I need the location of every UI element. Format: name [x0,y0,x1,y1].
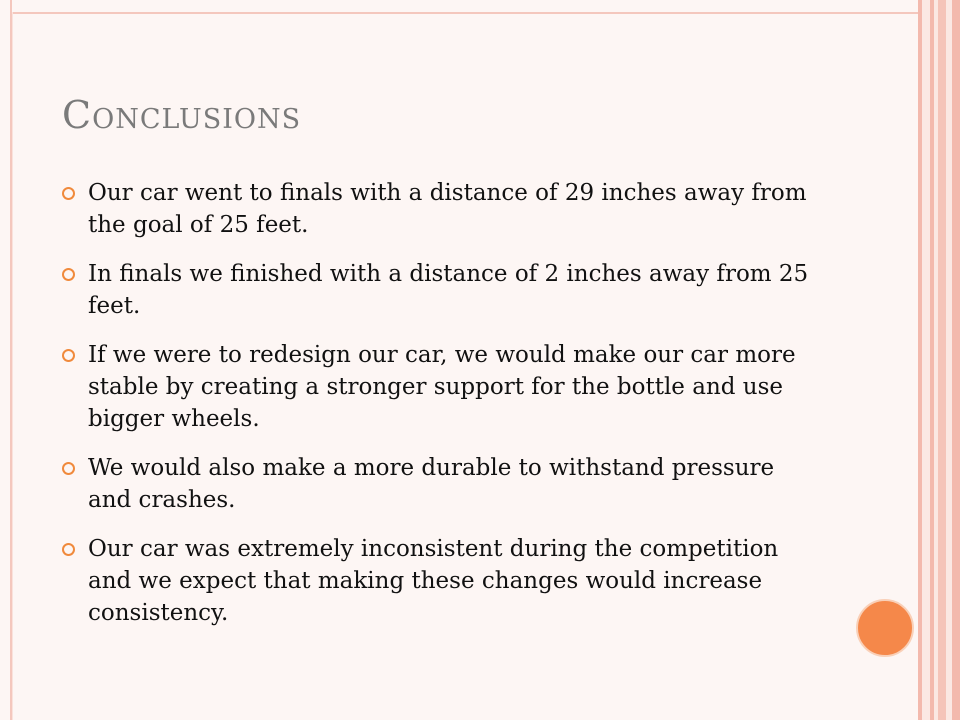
circle-bullet-icon [62,187,75,200]
bullet-item [62,177,822,241]
bullet-text: Our car was extremely inconsistent during the competition and we expect that making these changes would increase consistency. [88,536,779,626]
bullet-item [62,452,822,516]
bullet-text: We would also make a more durable to withstand pressure and crashes. [88,455,775,513]
bullet-item [62,258,822,322]
bullet-text: In finals we finished with a distance of 2 inches away from 25 feet. [88,261,809,319]
circle-bullet-icon [62,462,75,475]
bullet-item [62,339,822,435]
circle-bullet-icon [62,268,75,281]
bullet-item [62,533,822,629]
bullet-list [62,177,822,646]
right-stripe [938,0,946,720]
right-stripe [922,0,930,720]
circle-bullet-icon [62,543,75,556]
circle-bullet-icon [62,349,75,362]
orange-circle-icon [856,599,914,657]
bullet-text: If we were to redesign our car, we would make our car more stable by creating a stronger support for the bottle and use bigger wheels. [88,342,796,432]
slide-title: Conclusions [62,93,302,137]
bullet-text: Our car went to finals with a distance of 29 inches away from the goal of 25 feet. [88,180,807,238]
right-stripe [952,0,960,720]
